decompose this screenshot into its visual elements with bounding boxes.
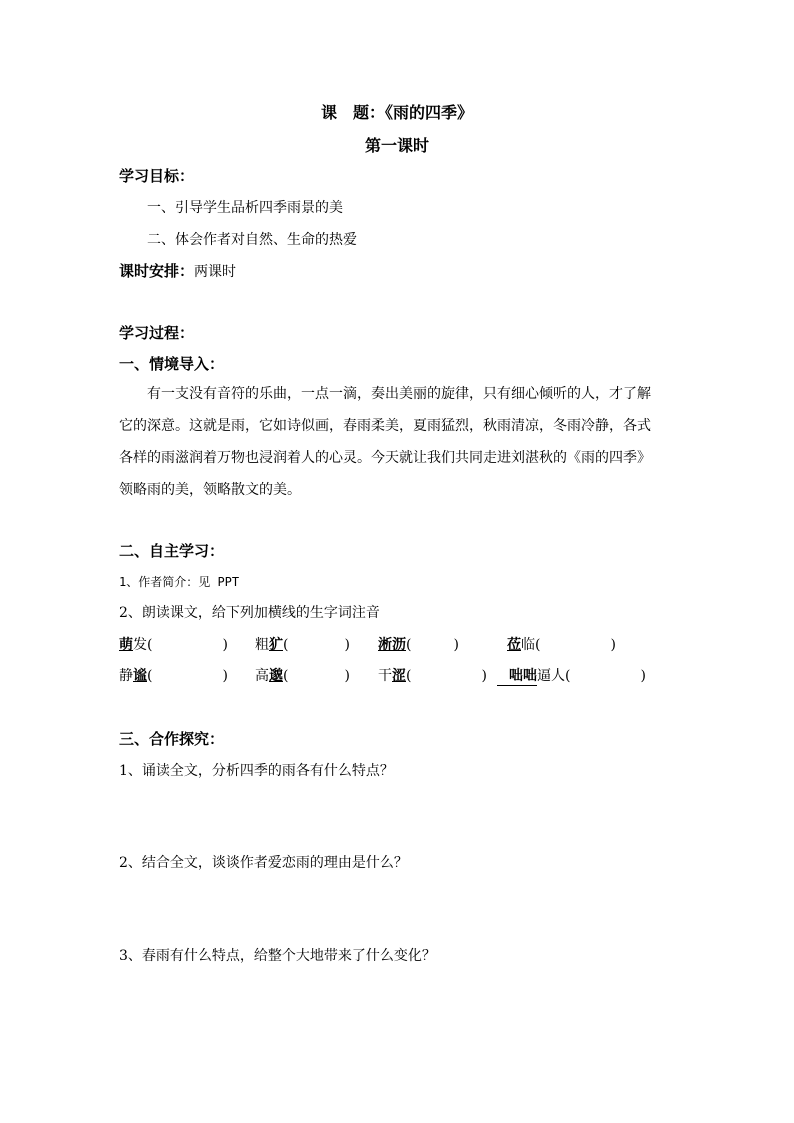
vocab-item: 静谧( ) [119, 668, 228, 684]
vocab-item: 莅临( ) [507, 637, 616, 653]
lesson-title: 课 题：《雨的四季》 [320, 103, 473, 122]
section1-paragraph: 有一支没有音符的乐曲，一点一滴，奏出美丽的旋律，只有细心倾听的人，才了解它的深意。这就是雨，它如诗似画，春雨柔美，夏雨猛烈，秋雨清凉，冬雨冷静，各式各样的雨滋润着万物也浸润着人的心灵。今天就让我们共同走进刘湛秋的《雨的四季》领略雨的美，领略散文的美。 [119, 386, 651, 498]
pinyin-instruction: 2、朗读课文，给下列加横线的生字词注音 [119, 605, 380, 621]
vocab-item: 淅沥( ) [378, 637, 459, 653]
vocab-item: 干涩( ) [378, 668, 487, 684]
section2-heading: 二、自主学习： [119, 542, 225, 560]
question-3: 3、春雨有什么特点，给整个大地带来了什么变化？ [119, 948, 436, 964]
schedule-label: 课时安排： [119, 262, 195, 280]
process-heading: 学习过程： [119, 324, 195, 342]
vocab-item: 高邈( ) [255, 668, 350, 684]
section3-heading: 三、合作探究： [119, 730, 225, 748]
goal-item: 二、体会作者对自然、生命的热爱 [147, 232, 357, 248]
schedule-value: 两课时 [194, 264, 237, 280]
question-2: 2、结合全文，谈谈作者爱恋雨的理由是什么？ [119, 855, 408, 871]
author-intro: 1、作者简介：见 PPT [119, 575, 240, 589]
goals-heading: 学习目标： [119, 167, 195, 185]
schedule-line [119, 260, 236, 281]
vocab-item: 粗犷( ) [255, 637, 350, 653]
question-1: 1、诵读全文，分析四季的雨各有什么特点？ [119, 763, 394, 779]
vocab-item: 咄咄逼人( ) [497, 665, 646, 686]
section1-heading: 一、情境导入： [119, 355, 225, 373]
vocab-item: 萌发( ) [119, 637, 228, 653]
lesson-subtitle: 第一课时 [364, 136, 429, 155]
goal-item: 一、引导学生品析四季雨景的美 [147, 200, 343, 216]
